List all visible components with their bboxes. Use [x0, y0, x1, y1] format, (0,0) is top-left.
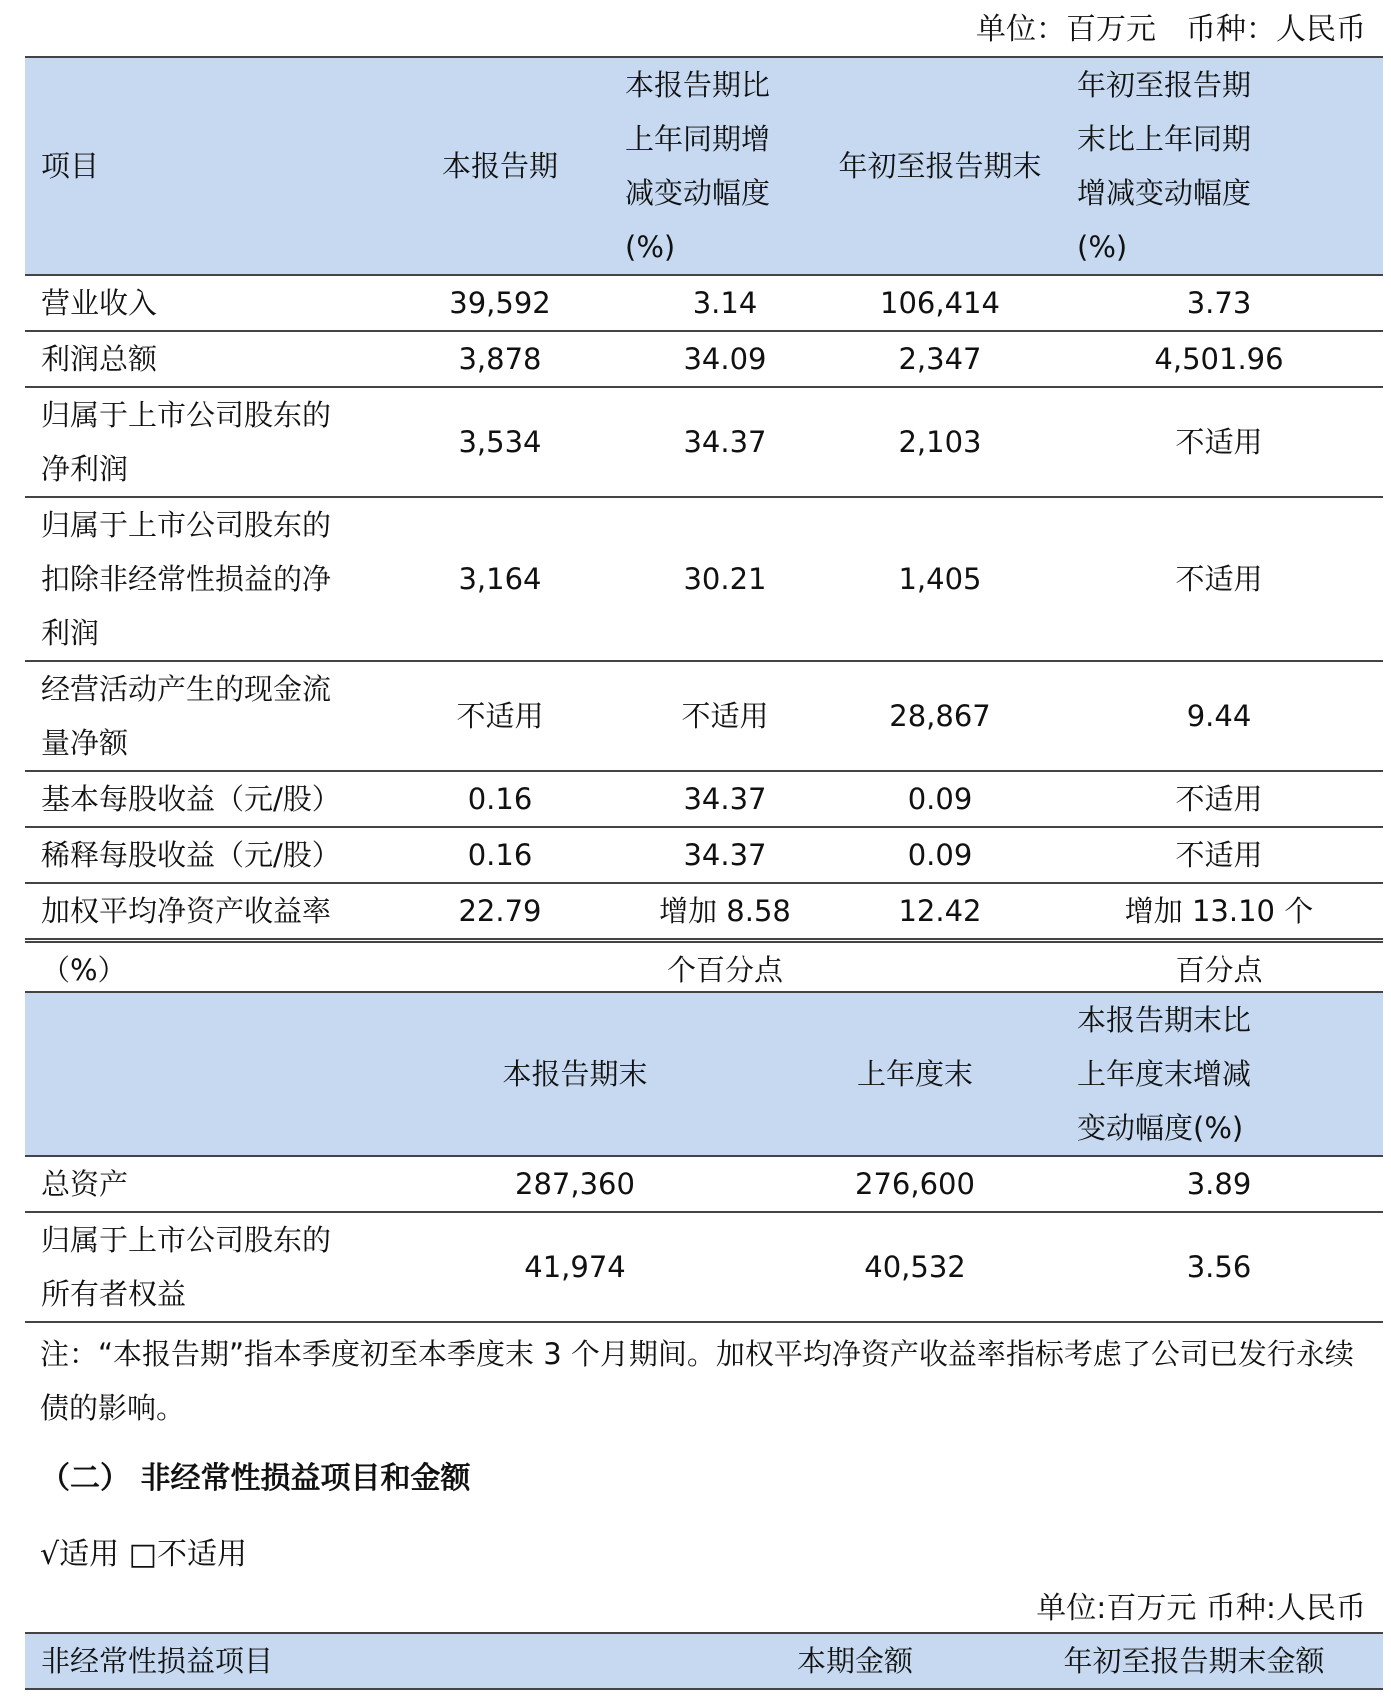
header-change: 本报告期末比 上年度末增减 变动幅度(%) [1055, 992, 1383, 1156]
table-row [25, 331, 1383, 387]
table-row-roe-continued [25, 941, 1383, 998]
header-prior-year-end: 上年度末 [775, 992, 1055, 1156]
table-row [25, 661, 1383, 771]
cell-value: 39,592 [449, 286, 551, 320]
header-current: 本报告期 [375, 57, 625, 275]
table-row [25, 497, 1383, 661]
cell-value: 3.89 [1186, 1167, 1252, 1201]
balance-sheet-summary-table [25, 991, 1383, 1323]
table-row [25, 275, 1383, 331]
table-row [25, 1156, 1383, 1212]
cell-value: 40,532 [864, 1250, 966, 1284]
cell-value: 12.42 [898, 894, 982, 928]
cell-value: 30.21 [683, 562, 767, 596]
cell-value: 百分点 [1175, 953, 1263, 987]
row-label: 归属于上市公司股东的 净利润 [41, 398, 332, 486]
header-period-end: 本报告期末 [375, 992, 775, 1156]
cell-value: 0.09 [907, 782, 973, 816]
table-header-row [25, 57, 1383, 275]
cell-value: 0.16 [467, 782, 533, 816]
cell-value: 3,164 [458, 562, 542, 596]
row-label: 稀释每股收益（元/股） [41, 838, 341, 872]
cell-value: 增加 8.58 [659, 894, 791, 928]
section-title: （二） 非经常性损益项目和金额 [40, 1461, 471, 1496]
cell-value: 0.09 [907, 838, 973, 872]
row-label: 经营活动产生的现金流 量净额 [41, 672, 332, 760]
row-label: 基本每股收益（元/股） [41, 782, 341, 816]
cell-value: 不适用 [1175, 425, 1263, 459]
cell-value: 34.37 [683, 838, 767, 872]
cell-value: 不适用 [1175, 838, 1263, 872]
cell-value: 22.79 [458, 894, 542, 928]
cell-value: 287,360 [515, 1167, 635, 1201]
header-item: 项目 [25, 57, 375, 275]
header-item [25, 992, 375, 1156]
row-label: 加权平均净资产收益率 [41, 894, 332, 928]
table-row-roe [25, 883, 1383, 941]
footnote: 注：“本报告期”指本季度初至本季度末 3 个月期间。加权平均净资产收益率指标考虑了公司已发行永续债的影响。 [40, 1337, 1354, 1425]
table-header-row [25, 1633, 1383, 1689]
table-row [25, 387, 1383, 497]
row-label: 利润总额 [41, 342, 158, 376]
cell-value: 3.14 [692, 286, 758, 320]
cell-value: 4,501.96 [1154, 342, 1284, 376]
cell-value [825, 941, 1055, 998]
header-ytd-amount: 年初至报告期末金额 [1005, 1633, 1383, 1689]
cell-value [375, 941, 625, 998]
cell-value: 106,414 [880, 286, 1000, 320]
cell-value: 3.73 [1186, 286, 1252, 320]
header-ytd: 年初至报告期末 [825, 57, 1055, 275]
applicability-checkbox-line: √适用 □不适用 [40, 1537, 247, 1572]
table-row [25, 1212, 1383, 1322]
header-current-amount: 本期金额 [705, 1633, 1005, 1689]
header-item: 非经常性损益项目 [25, 1633, 705, 1689]
cell-value: 不适用 [456, 699, 544, 733]
cell-value: 不适用 [681, 699, 769, 733]
table-row [25, 827, 1383, 883]
cell-value: 34.37 [683, 425, 767, 459]
cell-value: 不适用 [1175, 782, 1263, 816]
cell-value: 34.37 [683, 782, 767, 816]
unit-currency-label: 单位：百万元 币种：人民币 [976, 12, 1366, 47]
header-ytd-yoy: 年初至报告期 末比上年同期 增减变动幅度 (%) [1055, 57, 1383, 275]
cell-value: 28,867 [889, 699, 991, 733]
table-header-row [25, 992, 1383, 1156]
row-label: 归属于上市公司股东的 所有者权益 [41, 1223, 332, 1311]
non-recurring-items-table [25, 1632, 1383, 1690]
cell-value: 3,534 [458, 425, 542, 459]
cell-value: 增加 13.10 个 [1124, 894, 1314, 928]
cell-value: 3.56 [1186, 1250, 1252, 1284]
cell-value: 41,974 [524, 1250, 626, 1284]
cell-value: 9.44 [1186, 699, 1252, 733]
cell-value: 0.16 [467, 838, 533, 872]
row-label: 归属于上市公司股东的 扣除非经常性损益的净 利润 [41, 508, 332, 650]
cell-value: 2,103 [898, 425, 982, 459]
cell-value: 个百分点 [666, 953, 783, 987]
table-row [25, 771, 1383, 827]
cell-value: 1,405 [898, 562, 982, 596]
header-current-yoy: 本报告期比 上年同期增 减变动幅度 (%) [625, 57, 825, 275]
cell-value: 2,347 [898, 342, 982, 376]
cell-value: 276,600 [855, 1167, 975, 1201]
unit-currency-label-bottom: 单位:百万元 币种:人民币 [1036, 1591, 1366, 1626]
row-label: （%） [41, 953, 127, 987]
row-label: 营业收入 [41, 286, 158, 320]
cell-value: 不适用 [1175, 562, 1263, 596]
row-label: 总资产 [41, 1167, 129, 1201]
cell-value: 34.09 [683, 342, 767, 376]
key-financial-data-table [25, 56, 1383, 997]
cell-value: 3,878 [458, 342, 542, 376]
